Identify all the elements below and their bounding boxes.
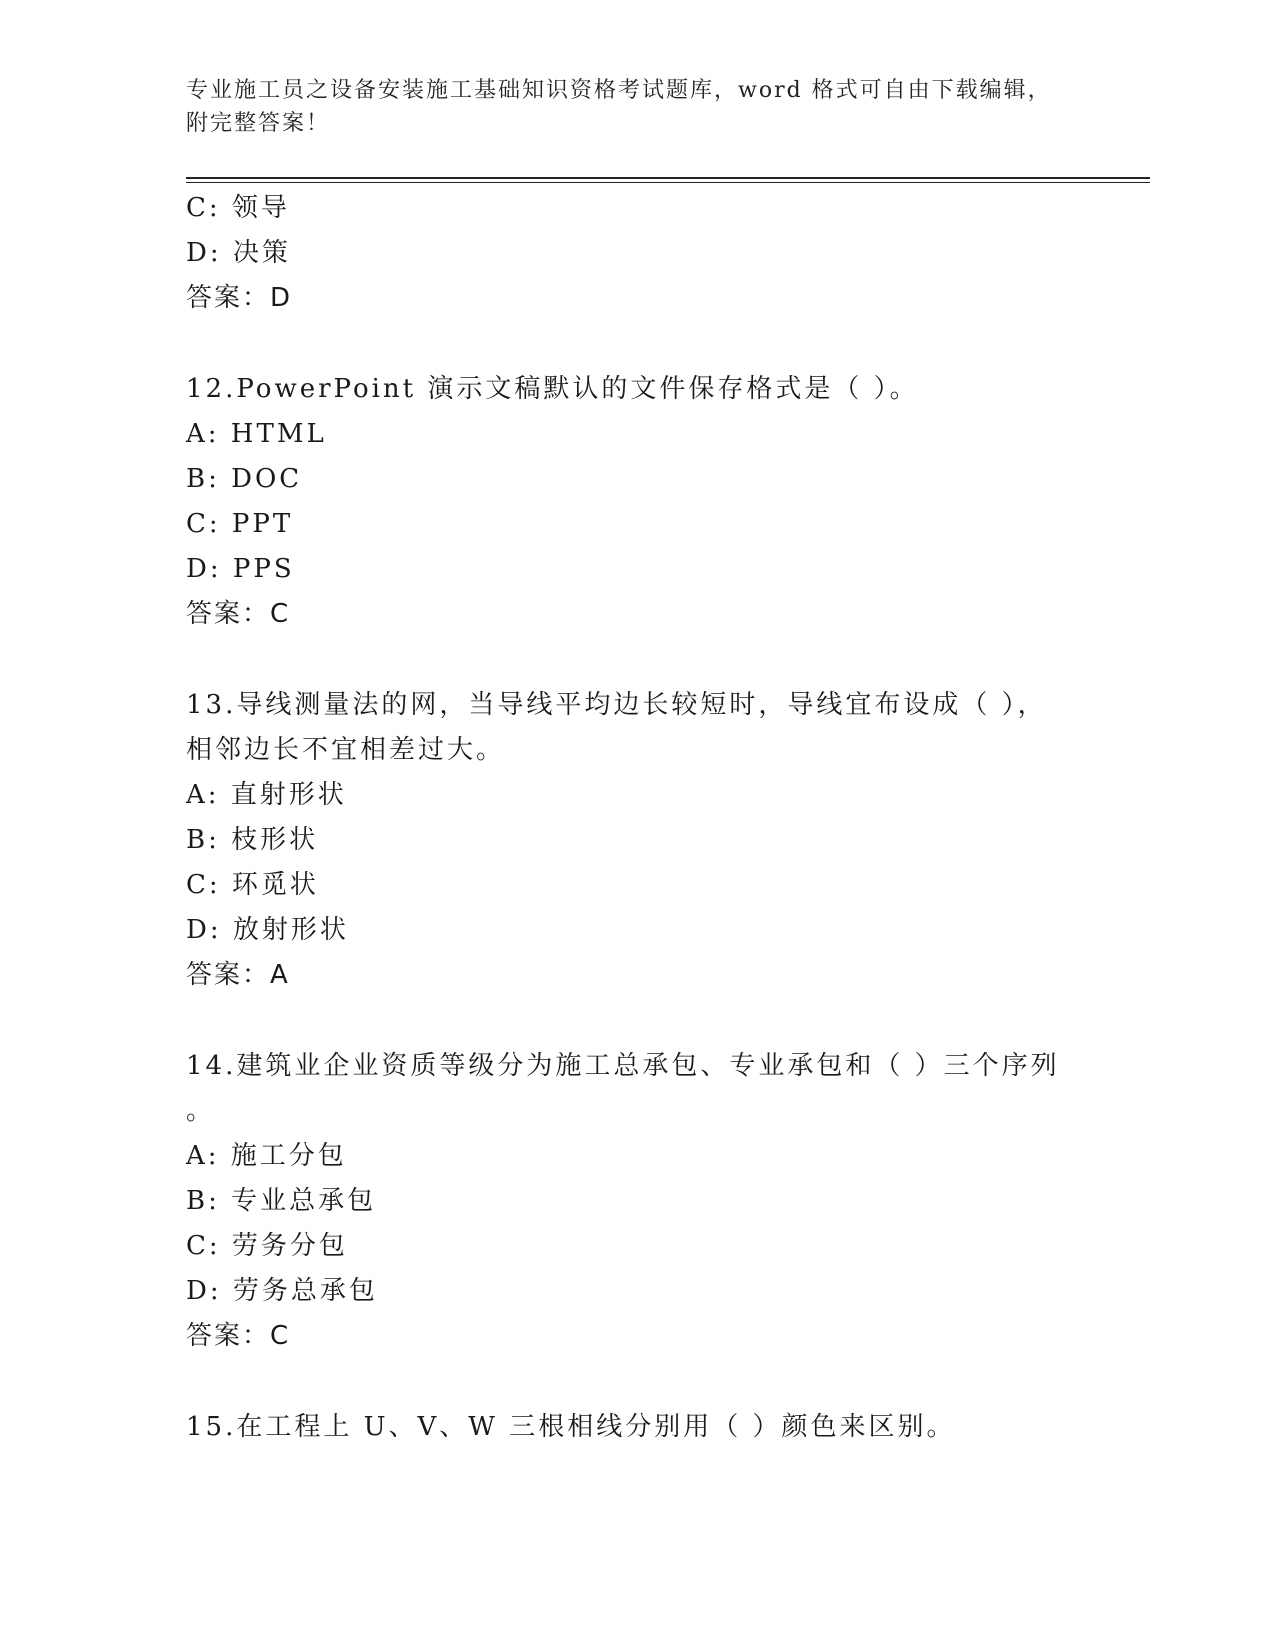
question-14-text-line-2: 。 (186, 1096, 216, 1126)
header-title-line-2: 附完整答案！ (186, 111, 331, 136)
question-13-option-d: D: 放射形状 (186, 915, 349, 945)
question-13-option-a: A: 直射形状 (186, 780, 347, 810)
question-14-text-line-1: 14.建筑业企业资质等级分为施工总承包、专业承包和（ ）三个序列 (186, 1051, 1060, 1081)
question-14-option-d: D: 劳务总承包 (186, 1276, 378, 1306)
question-14-option-c: C: 劳务分包 (186, 1231, 348, 1261)
prev-option-d: D: 决策 (186, 238, 291, 268)
question-14-option-a: A: 施工分包 (186, 1141, 347, 1171)
question-14-answer: 答案：C (186, 1321, 291, 1351)
header-divider-thick (186, 177, 1150, 179)
header-title-line-1: 专业施工员之设备安装施工基础知识资格考试题库，word 格式可自由下载编辑， (186, 78, 1052, 103)
question-13-option-b: B: 枝形状 (186, 825, 319, 855)
question-13-option-c: C: 环觅状 (186, 870, 319, 900)
question-15-text: 15.在工程上 U、V、W 三根相线分别用（ ）颜色来区别。 (186, 1412, 956, 1442)
header-divider-thin (186, 182, 1150, 183)
prev-option-c: C: 领导 (186, 193, 290, 223)
question-13-text-line-2: 相邻边长不宜相差过大。 (186, 735, 506, 765)
prev-answer: 答案：D (186, 283, 293, 313)
question-13-text-line-1: 13.导线测量法的网，当导线平均边长较短时，导线宜布设成（ ）， (186, 690, 1047, 720)
question-12-option-d: D: PPS (186, 554, 295, 584)
question-12-answer: 答案：C (186, 599, 291, 629)
question-12-option-a: A: HTML (186, 419, 327, 449)
document-header (186, 74, 1056, 140)
question-14-option-b: B: 专业总承包 (186, 1186, 377, 1216)
question-12-option-b: B: DOC (186, 464, 303, 494)
question-12-option-c: C: PPT (186, 509, 294, 539)
question-12-text: 12.PowerPoint 演示文稿默认的文件保存格式是（ ）。 (186, 374, 919, 404)
question-13-answer: 答案：A (186, 960, 290, 990)
